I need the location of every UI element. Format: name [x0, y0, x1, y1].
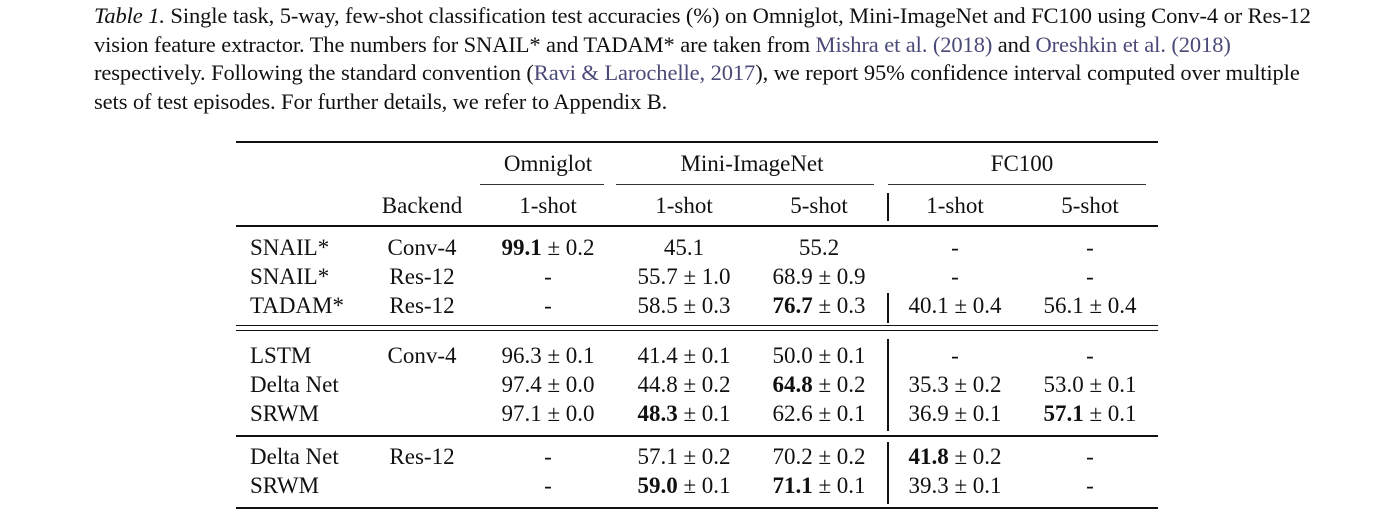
score-value: 36.9 ± 0.1 — [908, 401, 1002, 426]
col-header-mini-1shot: 1-shot — [655, 193, 713, 218]
table-cell — [1086, 472, 1094, 500]
row-model-name: SNAIL* — [250, 235, 330, 260]
score-value: 40.1 ± 0.4 — [908, 293, 1002, 318]
score-value: - — [544, 293, 552, 318]
score-value: 55.2 — [798, 235, 840, 260]
score-value: - — [1086, 235, 1094, 260]
caption-text-4: ), we report 95% confidence interval computed over multiple sets of test episodes. For further details, we refer to Appendix B. — [94, 60, 1300, 114]
score-value: ± 0.1 — [677, 401, 731, 426]
score-value: 58.5 ± 0.3 — [637, 293, 731, 318]
table-cell — [799, 234, 839, 262]
table-cell — [772, 443, 865, 471]
table-cell — [908, 371, 1001, 399]
table-cell — [637, 472, 730, 500]
table-cell — [908, 472, 1001, 500]
citation-link-ravi[interactable]: Ravi & Larochelle, 2017 — [533, 60, 756, 85]
score-value: - — [1086, 264, 1094, 289]
table-cell — [501, 371, 594, 399]
table-cell — [637, 342, 730, 370]
score-value: - — [1086, 473, 1094, 498]
table-cell — [637, 292, 730, 320]
score-value: - — [544, 473, 552, 498]
score-value: 62.6 ± 0.1 — [772, 401, 866, 426]
block2-separator — [887, 339, 889, 431]
row-model-name: SNAIL* — [250, 264, 330, 289]
row-backend: Res-12 — [389, 293, 455, 318]
row-backend: Res-12 — [389, 264, 455, 289]
table-cell — [501, 400, 594, 428]
best-score: 57.1 — [1043, 401, 1084, 426]
score-value: 57.1 ± 0.2 — [637, 444, 731, 469]
block1-separator — [887, 293, 889, 323]
score-value: 97.1 ± 0.0 — [501, 401, 595, 426]
section-rule — [236, 435, 1158, 437]
table-cell — [908, 443, 1001, 471]
citation-link-oreshkin[interactable]: Oreshkin et al. (2018) — [1035, 31, 1231, 57]
header-separator — [887, 193, 889, 221]
score-value: 96.3 ± 0.1 — [501, 343, 595, 368]
mini-imagenet-group-rule — [616, 184, 874, 185]
row-backend: Conv-4 — [387, 235, 457, 260]
score-value: 39.3 ± 0.1 — [908, 473, 1002, 498]
caption-text-2: and — [992, 31, 1036, 57]
fc100-group-rule — [888, 184, 1146, 185]
table-cell — [1086, 234, 1094, 262]
row-model-name: Delta Net — [250, 372, 339, 397]
best-score: 48.3 — [637, 401, 678, 426]
table-cell — [637, 263, 730, 291]
group-header-omniglot: Omniglot — [503, 151, 593, 176]
row-model-name: Delta Net — [250, 444, 339, 469]
score-value: 45.1 — [663, 235, 705, 260]
table-cell — [1086, 443, 1094, 471]
table-cell — [637, 400, 730, 428]
table-cell — [951, 234, 959, 262]
best-score: 41.8 — [908, 444, 949, 469]
bottom-rule — [236, 507, 1158, 509]
row-model-name: LSTM — [250, 343, 312, 368]
table-cell — [908, 400, 1001, 428]
col-header-mini-5shot: 5-shot — [790, 193, 848, 218]
table-cell — [1086, 263, 1094, 291]
caption-text-3: respectively. Following the standard convention ( — [94, 60, 534, 85]
best-score: 99.1 — [501, 235, 542, 260]
header-rule — [236, 225, 1158, 227]
table-cell — [1043, 371, 1136, 399]
backend-header: Backend — [381, 193, 463, 218]
row-model-name: SRWM — [250, 401, 320, 426]
table-cell — [637, 443, 730, 471]
score-value: - — [951, 343, 959, 368]
table-cell — [501, 342, 594, 370]
row-model-name: SRWM — [250, 473, 320, 498]
score-value: ± 0.1 — [677, 473, 731, 498]
score-value: - — [951, 264, 959, 289]
table-cell — [951, 342, 959, 370]
table-cell — [1043, 400, 1136, 428]
double-rule-lower — [236, 330, 1158, 331]
score-value: - — [1086, 343, 1094, 368]
row-model-name: TADAM* — [250, 293, 344, 318]
table-cell — [544, 263, 552, 291]
table-cell — [908, 292, 1001, 320]
score-value: 55.7 ± 1.0 — [637, 264, 731, 289]
score-value: 35.3 ± 0.2 — [908, 372, 1002, 397]
double-rule-upper — [236, 325, 1158, 326]
score-value: - — [544, 264, 552, 289]
table-cell — [772, 342, 865, 370]
table-cell — [772, 292, 865, 320]
score-value: ± 0.1 — [1083, 401, 1137, 426]
table-cell — [772, 400, 865, 428]
best-score: 71.1 — [772, 473, 813, 498]
score-value: 70.2 ± 0.2 — [772, 444, 866, 469]
score-value: - — [951, 235, 959, 260]
table-cell — [772, 263, 865, 291]
table-cell — [1043, 292, 1136, 320]
table-cell — [544, 292, 552, 320]
row-backend: Conv-4 — [387, 343, 457, 368]
top-rule — [236, 141, 1158, 143]
score-value: 53.0 ± 0.1 — [1043, 372, 1137, 397]
best-score: 59.0 — [637, 473, 678, 498]
group-header-mini-imagenet: Mini-ImageNet — [680, 151, 824, 176]
score-value: 56.1 ± 0.4 — [1043, 293, 1137, 318]
group-header-fc100: FC100 — [990, 151, 1054, 176]
table-cell — [1086, 342, 1094, 370]
col-header-fc100-1shot: 1-shot — [926, 193, 984, 218]
table-cell — [951, 263, 959, 291]
table-cell — [772, 472, 865, 500]
table-caption — [94, 2, 1314, 116]
table-cell — [544, 472, 552, 500]
best-score: 64.8 — [772, 372, 813, 397]
score-value: 68.9 ± 0.9 — [772, 264, 866, 289]
score-value: ± 0.2 — [948, 444, 1002, 469]
score-value: ± 0.1 — [812, 473, 866, 498]
table-cell — [544, 443, 552, 471]
score-value: - — [1086, 444, 1094, 469]
score-value: 44.8 ± 0.2 — [637, 372, 731, 397]
table-cell — [637, 371, 730, 399]
score-value: - — [544, 444, 552, 469]
col-header-omniglot-1shot: 1-shot — [519, 193, 577, 218]
caption-text-1: Single task, 5-way, few-shot classification test accuracies (%) on Omniglot, Mini-ImageNet and FC100 using Conv-4 or Res-12 vision feature extractor. The numbers for SNAIL* and TADAM* are taken from — [94, 3, 1311, 57]
score-value: 97.4 ± 0.0 — [501, 372, 595, 397]
citation-link-mishra[interactable]: Mishra et al. (2018) — [815, 31, 993, 57]
best-score: 76.7 — [772, 293, 813, 318]
score-value: ± 0.2 — [812, 372, 866, 397]
score-value: 50.0 ± 0.1 — [772, 343, 866, 368]
row-backend: Res-12 — [389, 444, 455, 469]
col-header-fc100-5shot: 5-shot — [1061, 193, 1119, 218]
table-cell — [772, 371, 865, 399]
caption-label: Table 1. — [94, 3, 165, 28]
table-cell — [501, 234, 594, 262]
block3-separator — [887, 442, 889, 504]
score-value: ± 0.2 — [541, 235, 595, 260]
score-value: ± 0.3 — [812, 293, 866, 318]
table-cell — [664, 234, 704, 262]
score-value: 41.4 ± 0.1 — [637, 343, 731, 368]
omniglot-group-rule — [480, 184, 604, 185]
